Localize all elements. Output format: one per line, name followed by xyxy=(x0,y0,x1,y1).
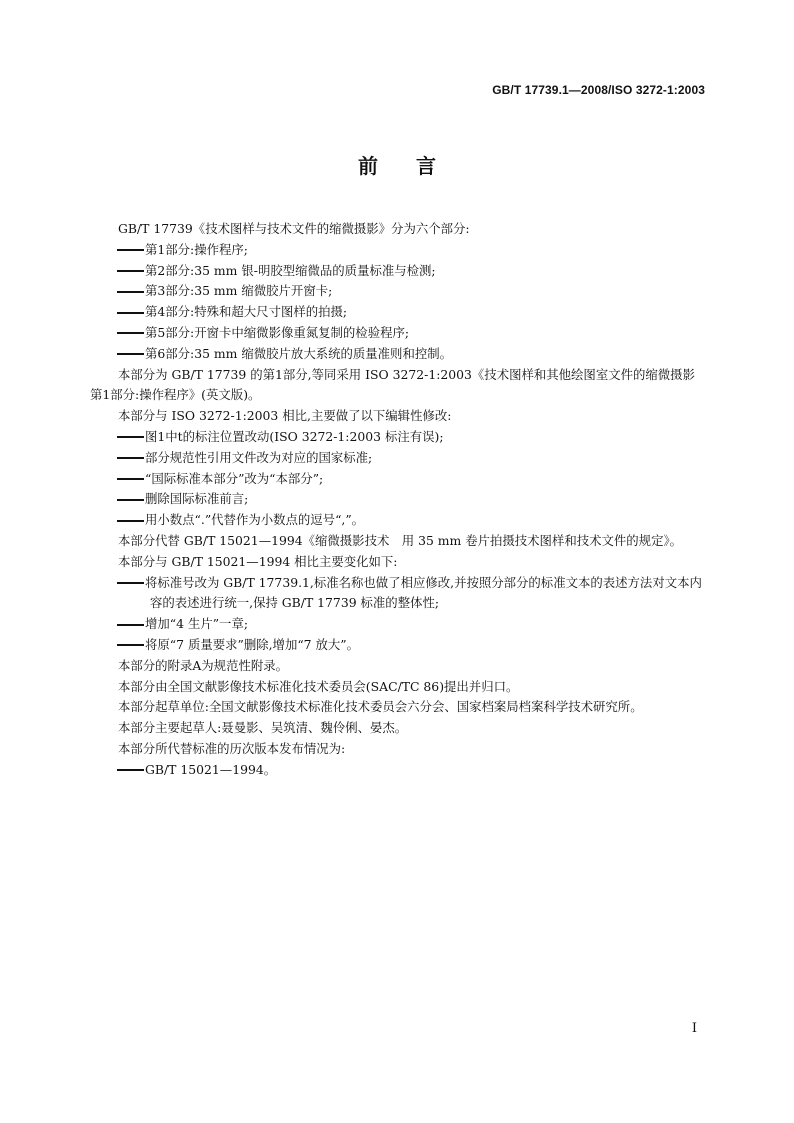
line-text: 本部分主要起草人:聂曼影、吴筑清、魏伶俐、晏杰。 xyxy=(118,720,408,736)
em-dash-marker xyxy=(117,312,144,314)
dash-list-item xyxy=(90,302,708,323)
em-dash-marker xyxy=(117,520,144,522)
em-dash-marker xyxy=(117,478,144,480)
dash-list-item xyxy=(90,614,708,635)
em-dash-marker xyxy=(117,291,144,293)
dash-list-item xyxy=(90,240,708,261)
line-text: 删除国际标准前言; xyxy=(145,491,249,507)
em-dash-marker xyxy=(117,249,144,251)
line-text: 部分规范性引用文件改为对应的国家标准; xyxy=(145,449,373,465)
line-text: 第5部分:开窗卡中缩微影像重氮复制的检验程序; xyxy=(145,324,410,340)
standard-code-header: GB/T 17739.1—2008/ISO 3272-1:2003 xyxy=(492,83,705,97)
paragraph xyxy=(90,739,708,760)
dash-list-item xyxy=(90,489,708,510)
line-text: 用小数点“.”代替作为小数点的逗号“,”。 xyxy=(145,512,365,528)
dash-list-item xyxy=(90,427,708,448)
paragraph xyxy=(90,677,708,698)
line-text: 图1中t的标注位置改动(ISO 3272-1:2003 标注有误); xyxy=(145,428,444,444)
line-text: 第4部分:特殊和超大尺寸图样的拍摄; xyxy=(145,304,348,320)
em-dash-marker xyxy=(117,582,144,584)
dash-list-item xyxy=(90,261,708,282)
line-text: 本部分的附录A为规范性附录。 xyxy=(118,657,289,673)
em-dash-marker xyxy=(117,353,144,355)
dash-list-item xyxy=(90,635,708,656)
paragraph xyxy=(90,552,708,573)
paragraph xyxy=(90,219,708,240)
page-title: 前言 xyxy=(358,154,474,178)
paragraph xyxy=(90,365,708,407)
em-dash-marker xyxy=(117,270,144,272)
dash-list-item xyxy=(90,469,708,490)
dash-list-item xyxy=(90,323,708,344)
line-text: 本部分所代替标准的历次版本发布情况为: xyxy=(118,740,346,756)
em-dash-marker xyxy=(117,644,144,646)
page-number: I xyxy=(691,1021,697,1036)
dash-list-item xyxy=(90,281,708,302)
line-text: 将标准号改为 GB/T 17739.1,标准名称也做了相应修改,并按照分部分的标准文本的表述方法对文本内容的表述进行统一,保持 GB/T 17739 标准的整体性; xyxy=(145,574,702,611)
em-dash-marker xyxy=(117,769,144,771)
paragraph xyxy=(90,656,708,677)
line-text: 第3部分:35 mm 缩微胶片开窗卡; xyxy=(145,283,333,299)
line-text: 本部分代替 GB/T 15021—1994《缩微摄影技术 用 35 mm 卷片拍摄技术图样和技术文件的规定》。 xyxy=(118,532,683,548)
line-text: 本部分起草单位:全国文献影像技术标准化技术委员会六分会、国家档案局档案科学技术研究所。 xyxy=(118,699,643,715)
line-text: 本部分与 ISO 3272-1:2003 相比,主要做了以下编辑性修改: xyxy=(118,408,452,424)
em-dash-marker xyxy=(117,624,144,626)
line-text: 第2部分:35 mm 银-明胶型缩微品的质量标准与检测; xyxy=(145,262,436,278)
line-text: GB/T 17739《技术图样与技术文件的缩微摄影》分为六个部分: xyxy=(118,221,470,236)
dash-list-item xyxy=(90,573,708,615)
line-text: 第1部分:操作程序; xyxy=(145,241,248,257)
paragraph xyxy=(90,718,708,739)
line-text: 本部分由全国文献影像技术标准化技术委员会(SAC/TC 86)提出并归口。 xyxy=(118,678,519,694)
document-body xyxy=(90,219,708,781)
dash-list-item xyxy=(90,510,708,531)
line-text: GB/T 15021—1994。 xyxy=(145,761,277,777)
dash-list-item xyxy=(90,448,708,469)
line-text: 将原“7 质量要求”删除,增加“7 放大”。 xyxy=(145,636,359,652)
line-text: 本部分与 GB/T 15021—1994 相比主要变化如下: xyxy=(118,553,398,569)
em-dash-marker xyxy=(117,457,144,459)
line-text: “国际标准本部分”改为“本部分”; xyxy=(145,470,324,486)
line-text: 本部分为 GB/T 17739 的第1部分,等同采用 ISO 3272-1:2003《技术图样和其他绘图室文件的缩微摄影 第1部分:操作程序》(英文版)。 xyxy=(90,366,708,403)
paragraph xyxy=(90,697,708,718)
line-text: 第6部分:35 mm 缩微胶片放大系统的质量准则和控制。 xyxy=(145,345,453,361)
paragraph xyxy=(90,531,708,552)
dash-list-item xyxy=(90,760,708,781)
em-dash-marker xyxy=(117,332,144,334)
em-dash-marker xyxy=(117,436,144,438)
em-dash-marker xyxy=(117,499,144,501)
line-text: 增加“4 生片”一章; xyxy=(145,616,249,632)
dash-list-item xyxy=(90,344,708,365)
paragraph xyxy=(90,406,708,427)
